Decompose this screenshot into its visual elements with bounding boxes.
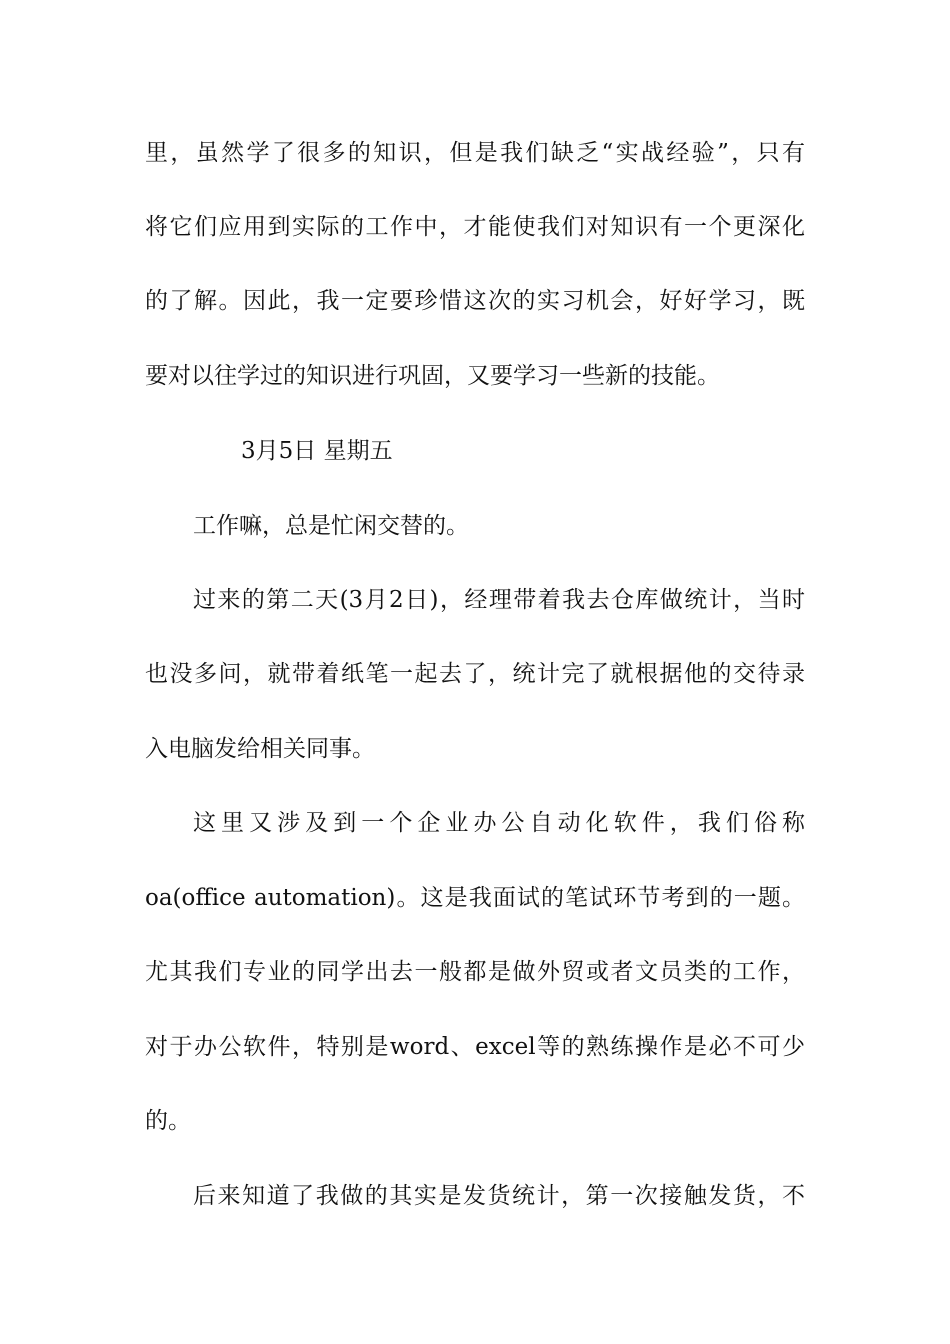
paragraph-line: 工作嘛，总是忙闲交替的。 <box>193 513 469 539</box>
paragraph-line: 将它们应用到实际的工作中，才能使我们对知识有一个更深化 <box>145 214 805 240</box>
paragraph-line: 对于办公软件，特别是word、excel等的熟练操作是必不可少 <box>145 1034 805 1060</box>
paragraph-line: 的了解。因此，我一定要珍惜这次的实习机会，好好学习，既 <box>145 288 805 314</box>
paragraph-line: 后来知道了我做的其实是发货统计，第一次接触发货，不 <box>193 1183 805 1209</box>
paragraph-line: 的。 <box>145 1108 191 1134</box>
date-heading: 3月5日 星期五 <box>241 438 393 464</box>
paragraph-line: 这里又涉及到一个企业办公自动化软件，我们俗称 <box>193 810 805 836</box>
paragraph-line: 入电脑发给相关同事。 <box>145 736 375 762</box>
paragraph-line: 要对以往学过的知识进行巩固，又要学习一些新的技能。 <box>145 363 720 389</box>
paragraph-line: 尤其我们专业的同学出去一般都是做外贸或者文员类的工作， <box>145 959 805 985</box>
paragraph-line: 也没多问，就带着纸笔一起去了，统计完了就根据他的交待录 <box>145 661 805 687</box>
paragraph-line: 里，虽然学了很多的知识，但是我们缺乏“实战经验”，只有 <box>145 140 805 166</box>
paragraph-line: 过来的第二天(3月2日)，经理带着我去仓库做统计，当时 <box>193 587 805 613</box>
paragraph-line: oa(office automation)。这是我面试的笔试环节考到的一题。 <box>145 885 805 911</box>
